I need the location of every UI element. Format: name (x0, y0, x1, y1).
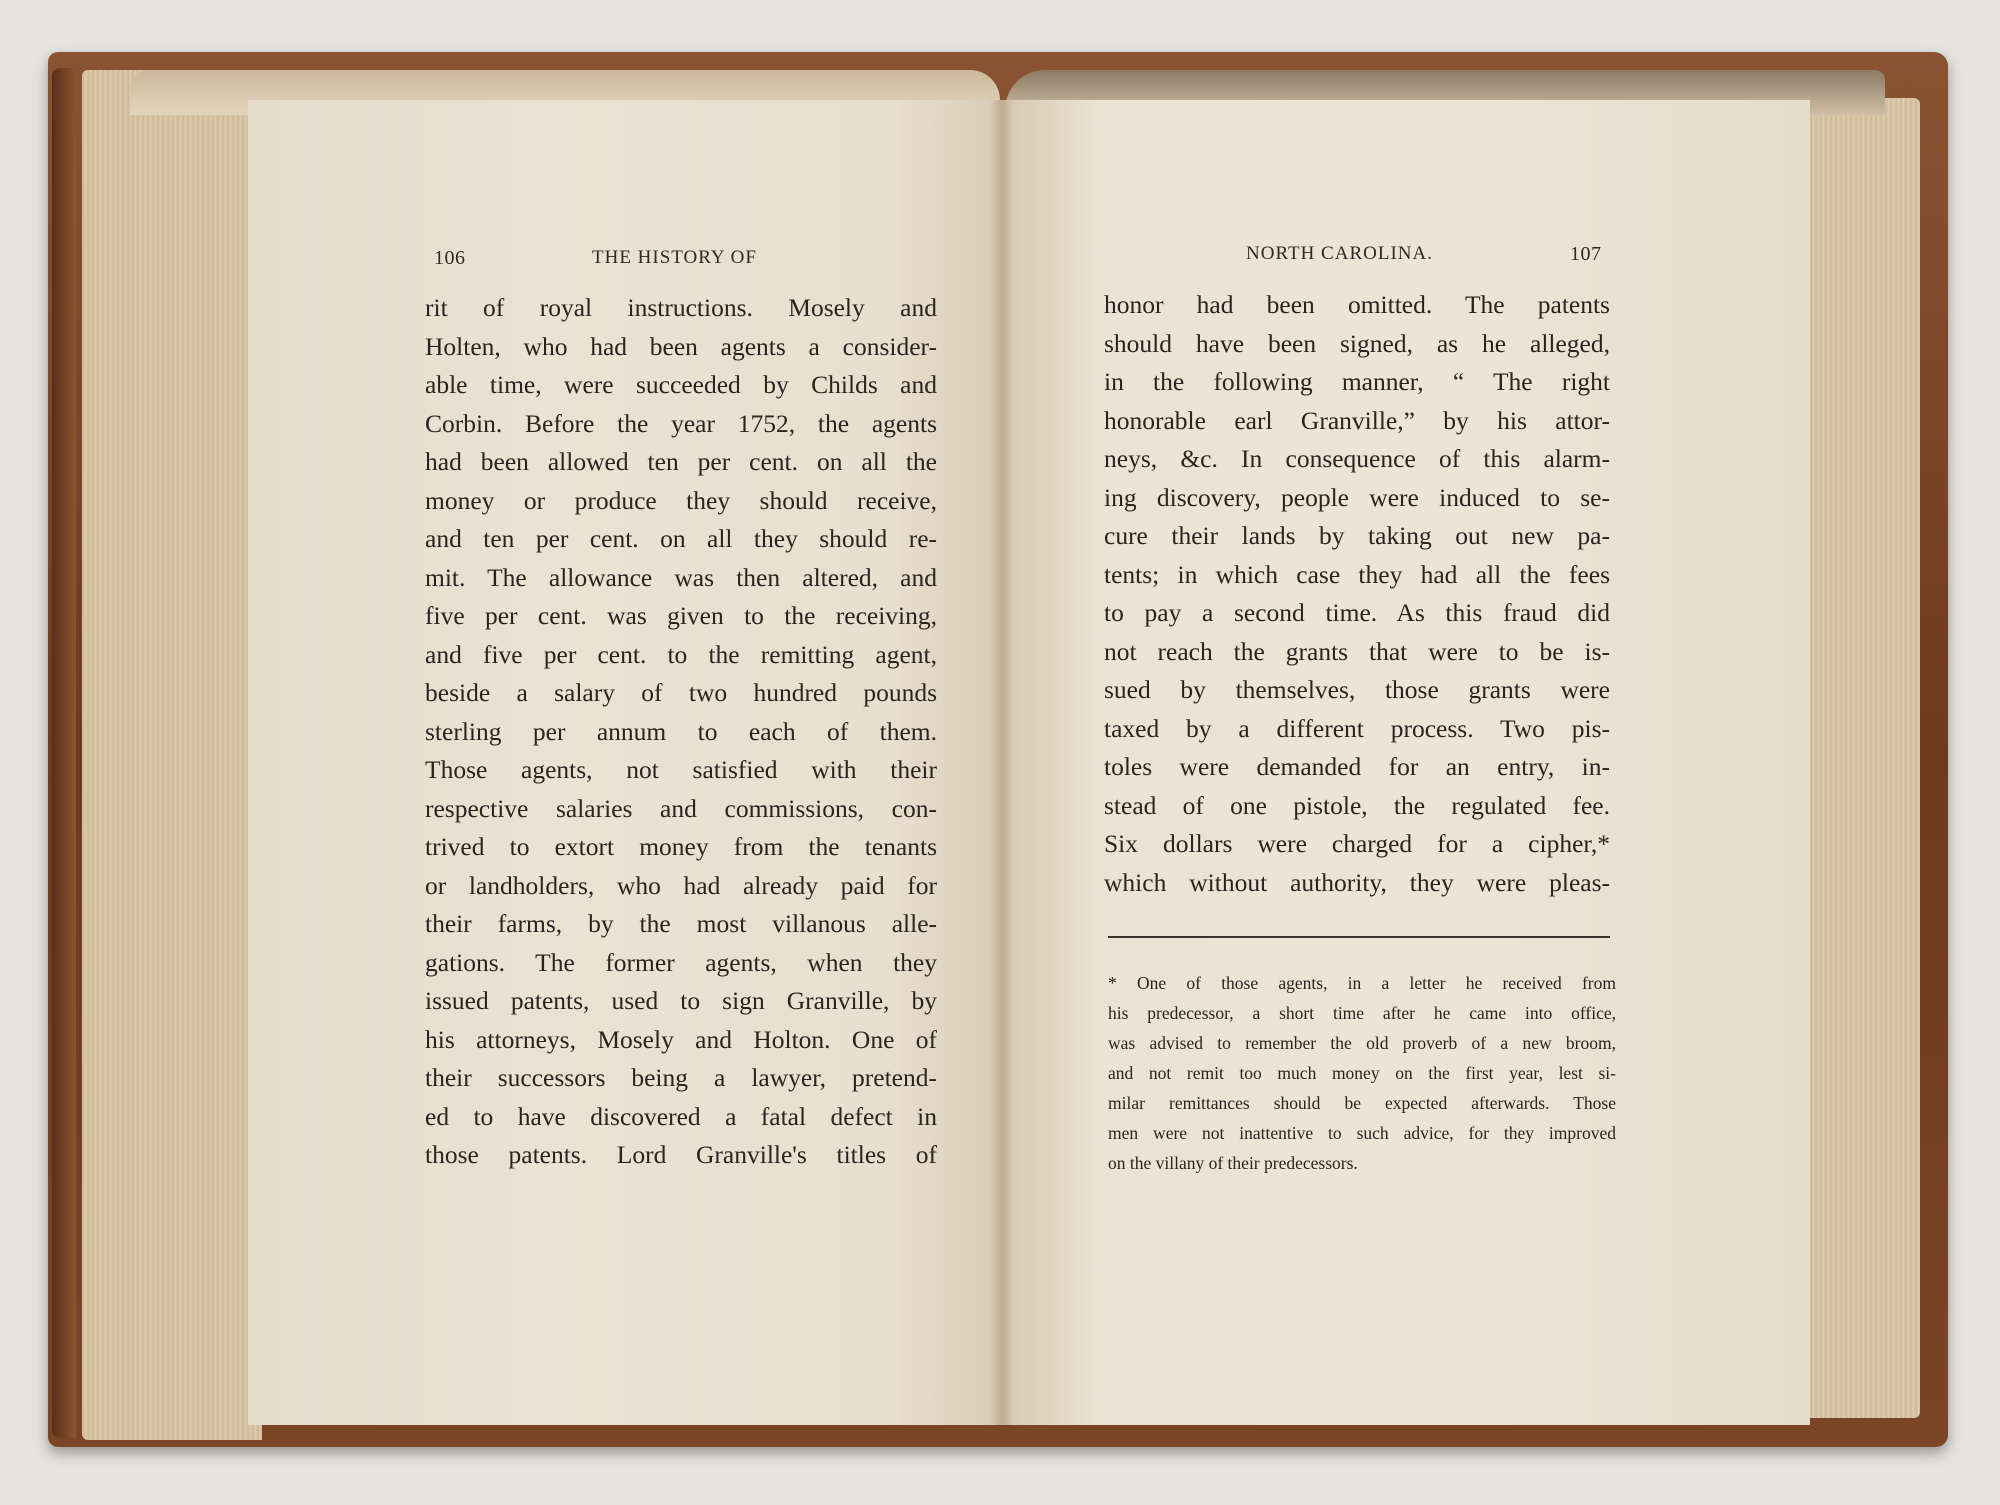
footnote-line: was advised to remember the old proverb of a new broom, (1108, 1033, 1616, 1053)
text-line: gations. The former agents, when they (425, 947, 937, 977)
text-line: ed to have discovered a fatal defect in (425, 1101, 937, 1131)
text-line: and five per cent. to the remitting agent, (425, 639, 937, 669)
text-line: tents; in which case they had all the fees (1104, 559, 1610, 589)
right-page-body (1104, 286, 1610, 902)
text-line: money or produce they should receive, (425, 485, 937, 515)
text-line: Corbin. Before the year 1752, the agents (425, 408, 937, 438)
text-line: neys, &c. In consequence of this alarm- (1104, 444, 1610, 473)
right-running-head: NORTH CAROLINA. (1246, 243, 1433, 264)
text-line: his attorneys, Mosely and Holton. One of (425, 1024, 937, 1054)
text-line: their farms, by the most villanous alle- (425, 909, 937, 938)
text-line: honorable earl Granville,” by his attor- (1104, 405, 1610, 435)
text-line: Six dollars were charged for a cipher,* (1104, 829, 1610, 858)
text-line: respective salaries and commissions, con- (425, 793, 937, 823)
text-line: mit. The allowance was then altered, and (425, 562, 937, 592)
footnote-rule (1108, 936, 1610, 938)
text-line: ing discovery, people were induced to se- (1104, 482, 1610, 512)
text-line: trived to extort money from the tenants (425, 832, 937, 861)
text-line: issued patents, used to sign Granville, by (425, 986, 937, 1015)
text-line: not reach the grants that were to be is- (1104, 636, 1610, 666)
text-line: beside a salary of two hundred pounds (425, 678, 937, 707)
text-line: to pay a second time. As this fraud did (1104, 598, 1610, 627)
right-page-number: 107 (1570, 243, 1602, 265)
text-line: had been allowed ten per cent. on all the (425, 447, 937, 476)
text-line: which without authority, they were pleas- (1104, 867, 1610, 897)
text-line: or landholders, who had already paid for (425, 870, 937, 900)
text-line: cure their lands by taking out new pa- (1104, 521, 1610, 550)
left-page-stack (82, 70, 262, 1440)
text-line: in the following manner, “ The right (1104, 367, 1610, 396)
text-line: Holten, who had been agents a consider- (425, 331, 937, 361)
text-line: sued by themselves, those grants were (1104, 675, 1610, 704)
footnote-line: milar remittances should be expected afterwards. Those (1108, 1093, 1616, 1113)
footnote-line: and not remit too much money on the first year, lest si- (1108, 1063, 1616, 1083)
text-line: honor had been omitted. The patents (1104, 290, 1610, 319)
left-page-number: 106 (434, 247, 466, 269)
text-line: taxed by a different process. Two pis- (1104, 713, 1610, 743)
text-line: those patents. Lord Granville's titles of (425, 1140, 937, 1169)
text-line: their successors being a lawyer, pretend- (425, 1063, 937, 1092)
left-page-body (425, 289, 937, 1175)
book-gutter (990, 100, 1014, 1425)
text-line: and ten per cent. on all they should re- (425, 524, 937, 553)
left-running-head: THE HISTORY OF (592, 247, 757, 268)
text-line: should have been signed, as he alleged, (1104, 328, 1610, 358)
text-line: five per cent. was given to the receiving, (425, 601, 937, 630)
footnote-line: his predecessor, a short time after he came into office, (1108, 1003, 1616, 1023)
text-line: able time, were succeeded by Childs and (425, 370, 937, 399)
text-line: toles were demanded for an entry, in- (1104, 752, 1610, 781)
cover-edge (52, 68, 76, 1438)
text-line: Those agents, not satisfied with their (425, 755, 937, 784)
footnote (1108, 968, 1616, 1178)
footnote-line: * One of those agents, in a letter he received from (1108, 973, 1616, 993)
text-line: rit of royal instructions. Mosely and (425, 293, 937, 322)
text-line: stead of one pistole, the regulated fee. (1104, 790, 1610, 820)
text-line: sterling per annum to each of them. (425, 716, 937, 746)
footnote-line: on the villany of their predecessors. (1108, 1153, 1358, 1173)
footnote-line: men were not inattentive to such advice, for they improved (1108, 1123, 1616, 1143)
